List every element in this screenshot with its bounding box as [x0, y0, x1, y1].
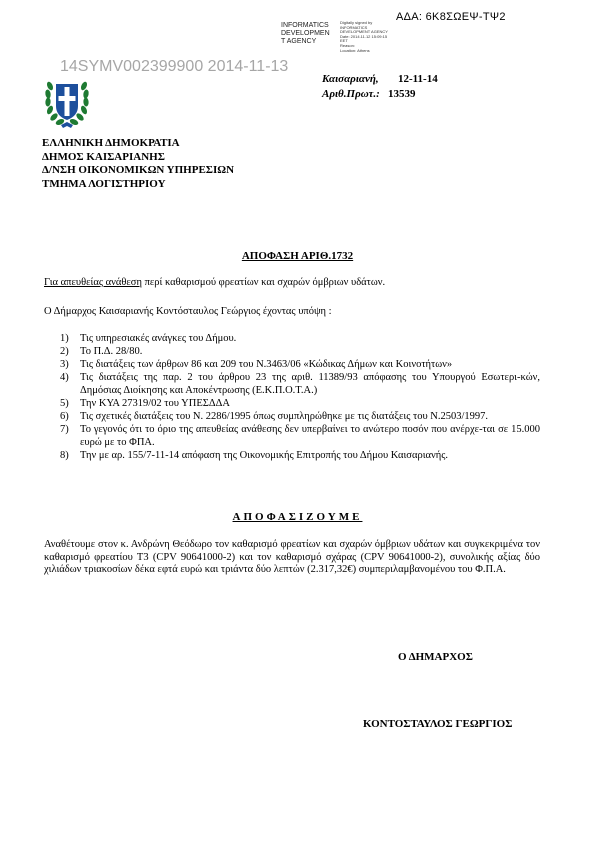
decision-paragraph: Αναθέτουμε στον κ. Ανδρώνη Θεόδωρο τον καθαρισμό φρεατίων και σχαρών όμβριων υδάτων και συγκεκριμένα τον καθαρισμό φρεατίου Τ3 (CPV 90641000-2) και τον καθαρισμό σχάρας (CPV 90641000-2), συνολικής αξίας δύο χιλιάδων τριακοσίων δέκα εφτά ευρώ και τριάντα δύο λεπτών (2.317,32€) συμπεριλαμβανομένου του Φ.Π.Α. — [44, 539, 540, 576]
date-protocol-block — [322, 72, 438, 102]
item-number: 7) — [60, 424, 69, 436]
protocol-watermark: 14SYMV002399900 2014-11-13 — [60, 58, 289, 75]
signature-meta-line: Location: Athens — [340, 47, 370, 53]
item-number: 5) — [60, 397, 69, 409]
item-number: 4) — [60, 372, 69, 384]
item-text: Την ΚΥΑ 27319/02 του ΥΠΕΣΔΔΑ — [80, 397, 230, 409]
signature-meta-line: Date: 2014.11.12 15:09:15 — [340, 33, 388, 39]
signature-meta-line: Reason: — [340, 42, 355, 48]
protocol-label: Αριθ.Πρωτ.: — [322, 88, 380, 100]
greek-emblem-icon — [44, 72, 90, 130]
signature-org-line: INFORMATICS — [281, 22, 329, 29]
date-row — [322, 72, 438, 87]
list-item — [60, 398, 540, 411]
signature-meta-line: Digitally signed by — [340, 20, 373, 25]
mayor-title: Ο ΔΗΜΑΡΧΟΣ — [398, 651, 473, 663]
item-number: 6) — [60, 411, 69, 423]
subject-line — [44, 277, 385, 288]
list-item — [60, 424, 540, 449]
header-line: ΔΗΜΟΣ ΚΑΙΣΑΡΙΑΝΗΣ — [42, 150, 165, 163]
signer-name: ΚΟΝΤΟΣΤΑΥΛΟΣ ΓΕΩΡΓΙΟΣ — [363, 718, 513, 730]
header-line: ΤΜΗΜΑ ΛΟΓΙΣΤΗΡΙΟΥ — [42, 177, 166, 190]
item-text: Το γεγονός ότι το όριο της απευθείας ανάθεσης δεν υπερβαίνει το ανώτερο ποσόν που ανέρχε-ται σε 15.000 ευρώ με το ΦΠΑ. — [80, 424, 540, 448]
signature-meta-line: INFORMATICS — [340, 24, 368, 30]
protocol-row — [322, 87, 438, 102]
list-item — [60, 346, 540, 359]
item-text: Το Π.Δ. 28/80. — [80, 346, 143, 358]
list-item — [60, 333, 540, 346]
signature-org — [281, 22, 330, 46]
subject-underlined: Για απευθείας ανάθεση — [44, 277, 142, 288]
item-number: 2) — [60, 346, 69, 358]
signature-meta — [340, 21, 388, 53]
item-text: Την με αρ. 155/7-11-14 απόφαση της Οικονομικής Επιτροπής του Δήμου Καισαριανής. — [80, 449, 449, 461]
item-number: 1) — [60, 333, 69, 344]
considerations-list — [60, 333, 540, 463]
list-item — [60, 411, 540, 424]
authority-header — [42, 137, 234, 191]
item-number: 8) — [60, 449, 69, 461]
list-item — [60, 359, 540, 372]
protocol-number: 13539 — [388, 88, 416, 100]
item-text: Τις διατάξεις της παρ. 2 του άρθρου 23 της αριθ. 11389/93 απόφασης του Υπουργού Εσωτερι-κών, Δημόσιας Διοίκησης και Αποκέντρωσης (Ε.Κ.Π.Ο.Τ.Α.) — [80, 372, 540, 396]
signature-meta-line: DEVELOPMENT AGENCY — [340, 29, 388, 35]
item-number: 3) — [60, 359, 69, 371]
subject-rest: περί καθαρισμού φρεατίων και σχαρών όμβριων υδάτων. — [141, 277, 386, 288]
list-item — [60, 450, 540, 463]
signature-org-line: T AGENCY — [281, 38, 317, 45]
place-label: Καισαριανή, — [322, 73, 379, 85]
mayor-intro: Ο Δήμαρχος Καισαριανής Κοντόσταυλος Γεώργιος έχοντας υπόψη : — [44, 306, 332, 317]
decision-title: ΑΠΟΦΑΣΗ ΑΡΙΘ.1732 — [241, 250, 354, 262]
item-text: Τις διατάξεις των άρθρων 86 και 209 του Ν.3463/06 «Κώδικας Δήμων και Κοινοτήτων» — [80, 359, 453, 371]
header-line: ΕΛΛΗΝΙΚΗ ΔΗΜΟΚΡΑΤΙΑ — [42, 137, 180, 149]
signature-org-line: DEVELOPMEN — [281, 30, 330, 37]
decide-heading: ΑΠΟΦΑΣΙΖΟΥΜΕ — [232, 511, 363, 523]
document-date: 12-11-14 — [398, 73, 438, 85]
signature-meta-line: EET — [340, 38, 348, 44]
header-line: Δ/ΝΣΗ ΟΙΚΟΝΟΜΙΚΩΝ ΥΠΗΡΕΣΙΩΝ — [42, 164, 235, 176]
ada-code: ΑΔΑ: 6Κ8ΣΩΕΨ-ΤΨ2 — [396, 11, 506, 23]
item-text: Τις σχετικές διατάξεις του Ν. 2286/1995 όπως συμπληρώθηκε με τις διατάξεις του Ν.2503/1997. — [80, 411, 489, 423]
item-text: Τις υπηρεσιακές ανάγκες του Δήμου. — [80, 333, 237, 344]
list-item — [60, 372, 540, 397]
